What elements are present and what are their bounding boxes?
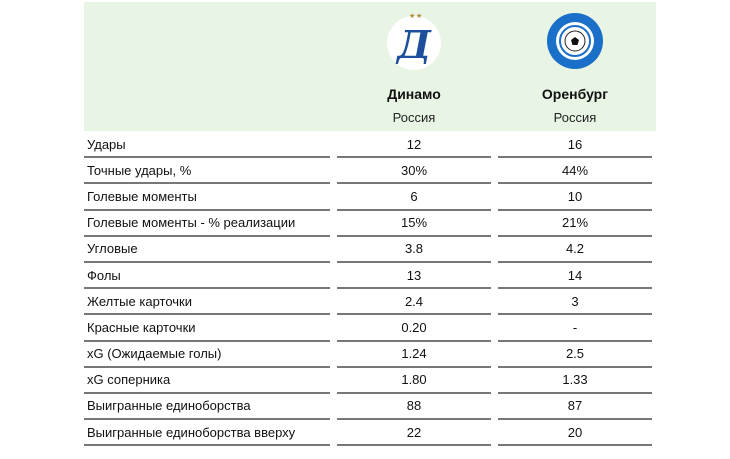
- orenburg-value: 20: [498, 420, 652, 446]
- dinamo-value: 22: [337, 420, 491, 446]
- dinamo-value: 2.4: [337, 289, 491, 315]
- table-row: [84, 237, 656, 263]
- stat-label: Угловые: [84, 237, 330, 263]
- stat-label: Голевые моменты: [84, 184, 330, 210]
- stat-label: Красные карточки: [84, 315, 330, 341]
- orenburg-value: 44%: [498, 158, 652, 184]
- dinamo-value: 1.24: [337, 342, 491, 368]
- stat-label: Фолы: [84, 263, 330, 289]
- stat-label: Удары: [84, 132, 330, 158]
- orenburg-value: 3: [498, 289, 652, 315]
- table-row: [84, 158, 656, 184]
- stats-table: [84, 132, 656, 446]
- table-row: [84, 368, 656, 394]
- stat-label: Желтые карточки: [84, 289, 330, 315]
- table-row: [84, 394, 656, 420]
- orenburg-value: 16: [498, 132, 652, 158]
- orenburg-value: -: [498, 315, 652, 341]
- team-name: Динамо: [387, 86, 441, 102]
- table-header: [84, 2, 656, 131]
- stat-label: Выигранные единоборства: [84, 394, 330, 420]
- svg-text:Д: Д: [397, 22, 431, 67]
- table-row: [84, 132, 656, 158]
- stat-label: xG соперника: [84, 368, 330, 394]
- orenburg-value: 1.33: [498, 368, 652, 394]
- table-row: [84, 420, 656, 446]
- stat-label: Точные удары, %: [84, 158, 330, 184]
- orenburg-value: 21%: [498, 211, 652, 237]
- dinamo-value: 13: [337, 263, 491, 289]
- table-row: [84, 211, 656, 237]
- svg-text:★: ★: [416, 13, 423, 20]
- stat-label: Выигранные единоборства вверху: [84, 420, 330, 446]
- orenburg-logo-icon: [546, 12, 604, 70]
- table-row: [84, 184, 656, 210]
- dinamo-value: 30%: [337, 158, 491, 184]
- dinamo-value: 3.8: [337, 237, 491, 263]
- team-country: Россия: [392, 110, 436, 125]
- orenburg-value: 4.2: [498, 237, 652, 263]
- table-row: [84, 342, 656, 368]
- dinamo-value: 6: [337, 184, 491, 210]
- dinamo-value: 1.80: [337, 368, 491, 394]
- team-name: Оренбург: [541, 86, 609, 102]
- dinamo-value: 88: [337, 394, 491, 420]
- orenburg-value: 14: [498, 263, 652, 289]
- table-row: [84, 315, 656, 341]
- stat-label: Голевые моменты - % реализации: [84, 211, 330, 237]
- table-row: [84, 289, 656, 315]
- orenburg-value: 2.5: [498, 342, 652, 368]
- orenburg-value: 10: [498, 184, 652, 210]
- dinamo-value: 0.20: [337, 315, 491, 341]
- team-country: Россия: [553, 110, 597, 125]
- dinamo-value: 15%: [337, 211, 491, 237]
- orenburg-value: 87: [498, 394, 652, 420]
- table-row: [84, 263, 656, 289]
- svg-text:★: ★: [409, 13, 416, 20]
- stat-label: xG (Ожидаемые голы): [84, 342, 330, 368]
- dinamo-logo-icon: [385, 12, 443, 70]
- dinamo-value: 12: [337, 132, 491, 158]
